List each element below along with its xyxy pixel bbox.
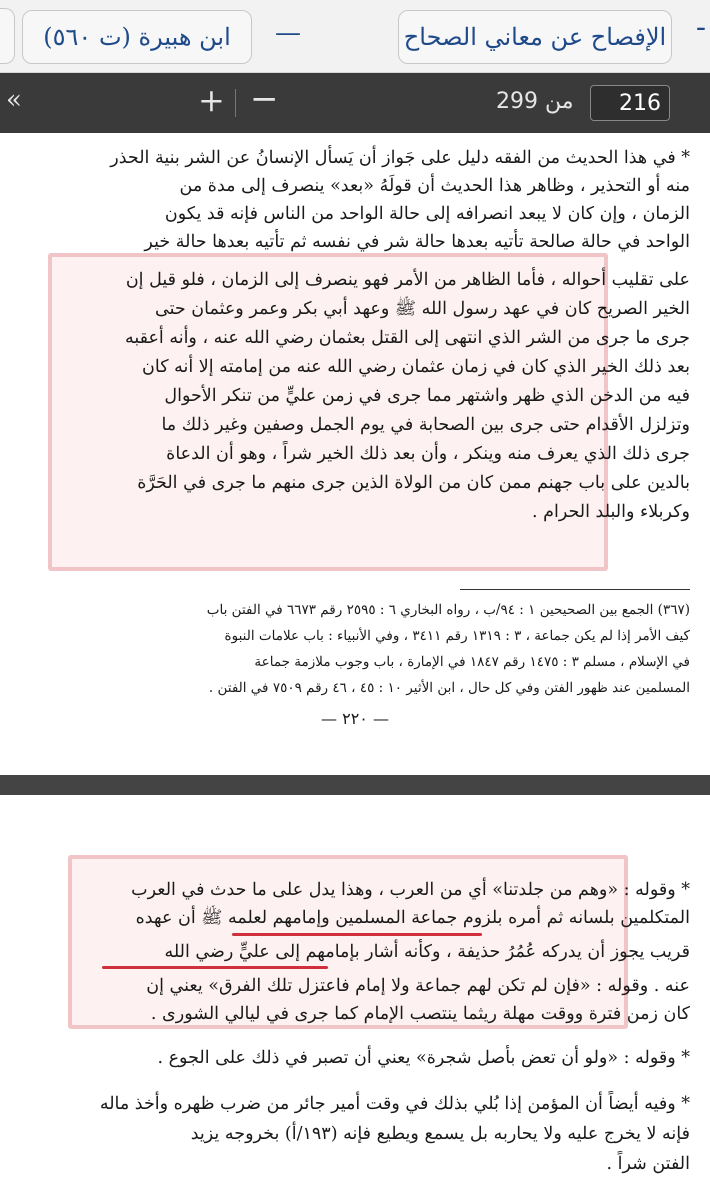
header-dash-right: - xyxy=(695,10,706,45)
text-line: الزمان ، وإن كان لا يبعد انصرافه إلى حالة الواحد من الناس فإنه قد يكون xyxy=(164,204,690,224)
text-line: فيه من الدخن الذي ظهر واشتهر مما جرى في زمن عليٍّ من تنكر الأحوال xyxy=(164,386,690,406)
author-tab[interactable] xyxy=(22,10,252,64)
collapse-icon[interactable]: « xyxy=(6,85,22,115)
zoom-in-button[interactable]: + xyxy=(198,81,225,119)
page-number-input[interactable] xyxy=(590,85,670,121)
document-page-221 xyxy=(0,795,710,1200)
book-title-tab[interactable] xyxy=(398,10,672,64)
text-line: الواحد في حالة صالحة تأتيه بعدها حالة شر في نفسه ثم تأتيه بعدها حالة خير xyxy=(144,232,690,252)
footnote-rule xyxy=(460,589,690,590)
text-line: * في هذا الحديث من الفقه دليل على جَواز أن يَسأل الإنسانُ عن الشر بنية الحذر xyxy=(110,148,690,168)
text-line: * وقوله : «ولو أن تعض بأصل شجرة» يعني أن تصبر في ذلك على الجوع . xyxy=(157,1048,690,1068)
tab-edge xyxy=(0,8,15,64)
total-pages-label: من 299 xyxy=(496,89,574,114)
text-line: وتزلزل الأقدام حتى جرى بين الصحابة في يوم الجمل وصفين وغير ذلك ما xyxy=(161,415,690,435)
text-line: جرى ما جرى من الشر الذي انتهى إلى القتل بعثمان رضي الله عنه ، وأنه أعقبه xyxy=(124,328,690,348)
red-underline xyxy=(232,933,482,936)
text-line: بالدين على باب جهنم ممن كان من الولاة الذين جرى منهم ما جرى في الحَرَّة xyxy=(137,473,690,493)
text-line: على تقليب أحواله ، فأما الظاهر من الأمر فهو ينصرف إلى الزمان ، فلو قيل إن xyxy=(125,270,690,290)
zoom-out-button[interactable]: − xyxy=(250,79,279,119)
title-separator: — xyxy=(275,18,301,48)
footnote-line: المسلمين عند ظهور الفتن وفي كل حال ، ابن الأثير ١٠ : ٤٥ ، ٤٦ رقم ٧٥٠٩ في الفتن . xyxy=(208,680,690,696)
footnote-line: في الإسلام ، مسلم ٣ : ١٤٧٥ رقم ١٨٤٧ في الإمارة ، باب وجوب ملازمة جماعة xyxy=(254,654,690,670)
text-line: منه أو التحذير ، وظاهر هذا الحديث أن قولَهُ «بعد» ينصرف إلى مدة من xyxy=(179,176,690,196)
footnote-line: كيف الأمر إذا لم يكن جماعة ، ٣ : ١٣١٩ رقم ٣٤١١ ، وفي الأنبياء : باب علامات النبوة xyxy=(224,628,690,644)
book-header-bar xyxy=(0,0,710,73)
text-line: بعد ذلك الخير الذي كان في زمان عثمان رضي الله عنه من إمامته إلا أنه كان xyxy=(142,357,690,377)
red-underline xyxy=(102,966,328,969)
text-line: المتكلمين بلسانه ثم أمره بلزوم جماعة المسلمين وإمامهم لعلمه ﷺ أن عهده xyxy=(135,908,690,928)
book-title: الإفصاح عن معاني الصحاح xyxy=(403,23,667,51)
text-line: فإنه لا يخرج عليه ولا يحاربه بل يسمع ويطيع فإنه (١٩٣/أ) بخروجه يزيد xyxy=(190,1124,690,1144)
page-number: — ٢٢٠ — xyxy=(321,709,389,728)
text-line: وكربلاء والبلد الحرام . xyxy=(532,502,690,522)
text-line: كان زمن فترة ووقت مهلة ريثما ينتصب الإمام كما جرى في ليالي الشورى . xyxy=(150,1004,690,1024)
text-line: قريب يجوز أن يدركه عُمُرُ حذيفة ، وكأنه أشار بإمامهم إلى عليٍّ رضي الله xyxy=(164,942,690,962)
author-name: ابن هبيرة (ت ٥٦٠) xyxy=(43,23,231,51)
document-page-220 xyxy=(0,133,710,775)
toolbar-divider xyxy=(235,89,236,117)
text-line: الخير الصريح كان في عهد رسول الله ﷺ وعهد أبي بكر وعمر وعثمان حتى xyxy=(155,299,690,319)
text-line: جرى ذلك الذي يعرف منه وينكر ، وأن بعد ذلك الخير شراً ، وهو أن الدعاة xyxy=(166,444,690,464)
page-gap xyxy=(0,775,710,795)
text-line: عنه . وقوله : «فإن لم تكن لهم جماعة ولا إمام فاعتزل تلك الفرق» يعني إن xyxy=(146,976,690,996)
pdf-toolbar xyxy=(0,73,710,133)
text-line: * وفيه أيضاً أن المؤمن إذا بُلي بذلك في وقت أمير جائر من ضرب ظهره وأخذ ماله xyxy=(99,1094,690,1114)
text-line: الفتن شراً . xyxy=(606,1154,690,1174)
text-line: * وقوله : «وهم من جلدتنا» أي من العرب ، وهذا يدل على ما حدث في العرب xyxy=(131,880,690,900)
footnote-line: (٣٦٧) الجمع بين الصحيحين ١ : ٩٤/ب ، رواه البخاري ٦ : ٢٥٩٥ رقم ٦٦٧٣ في الفتن باب xyxy=(206,602,690,618)
